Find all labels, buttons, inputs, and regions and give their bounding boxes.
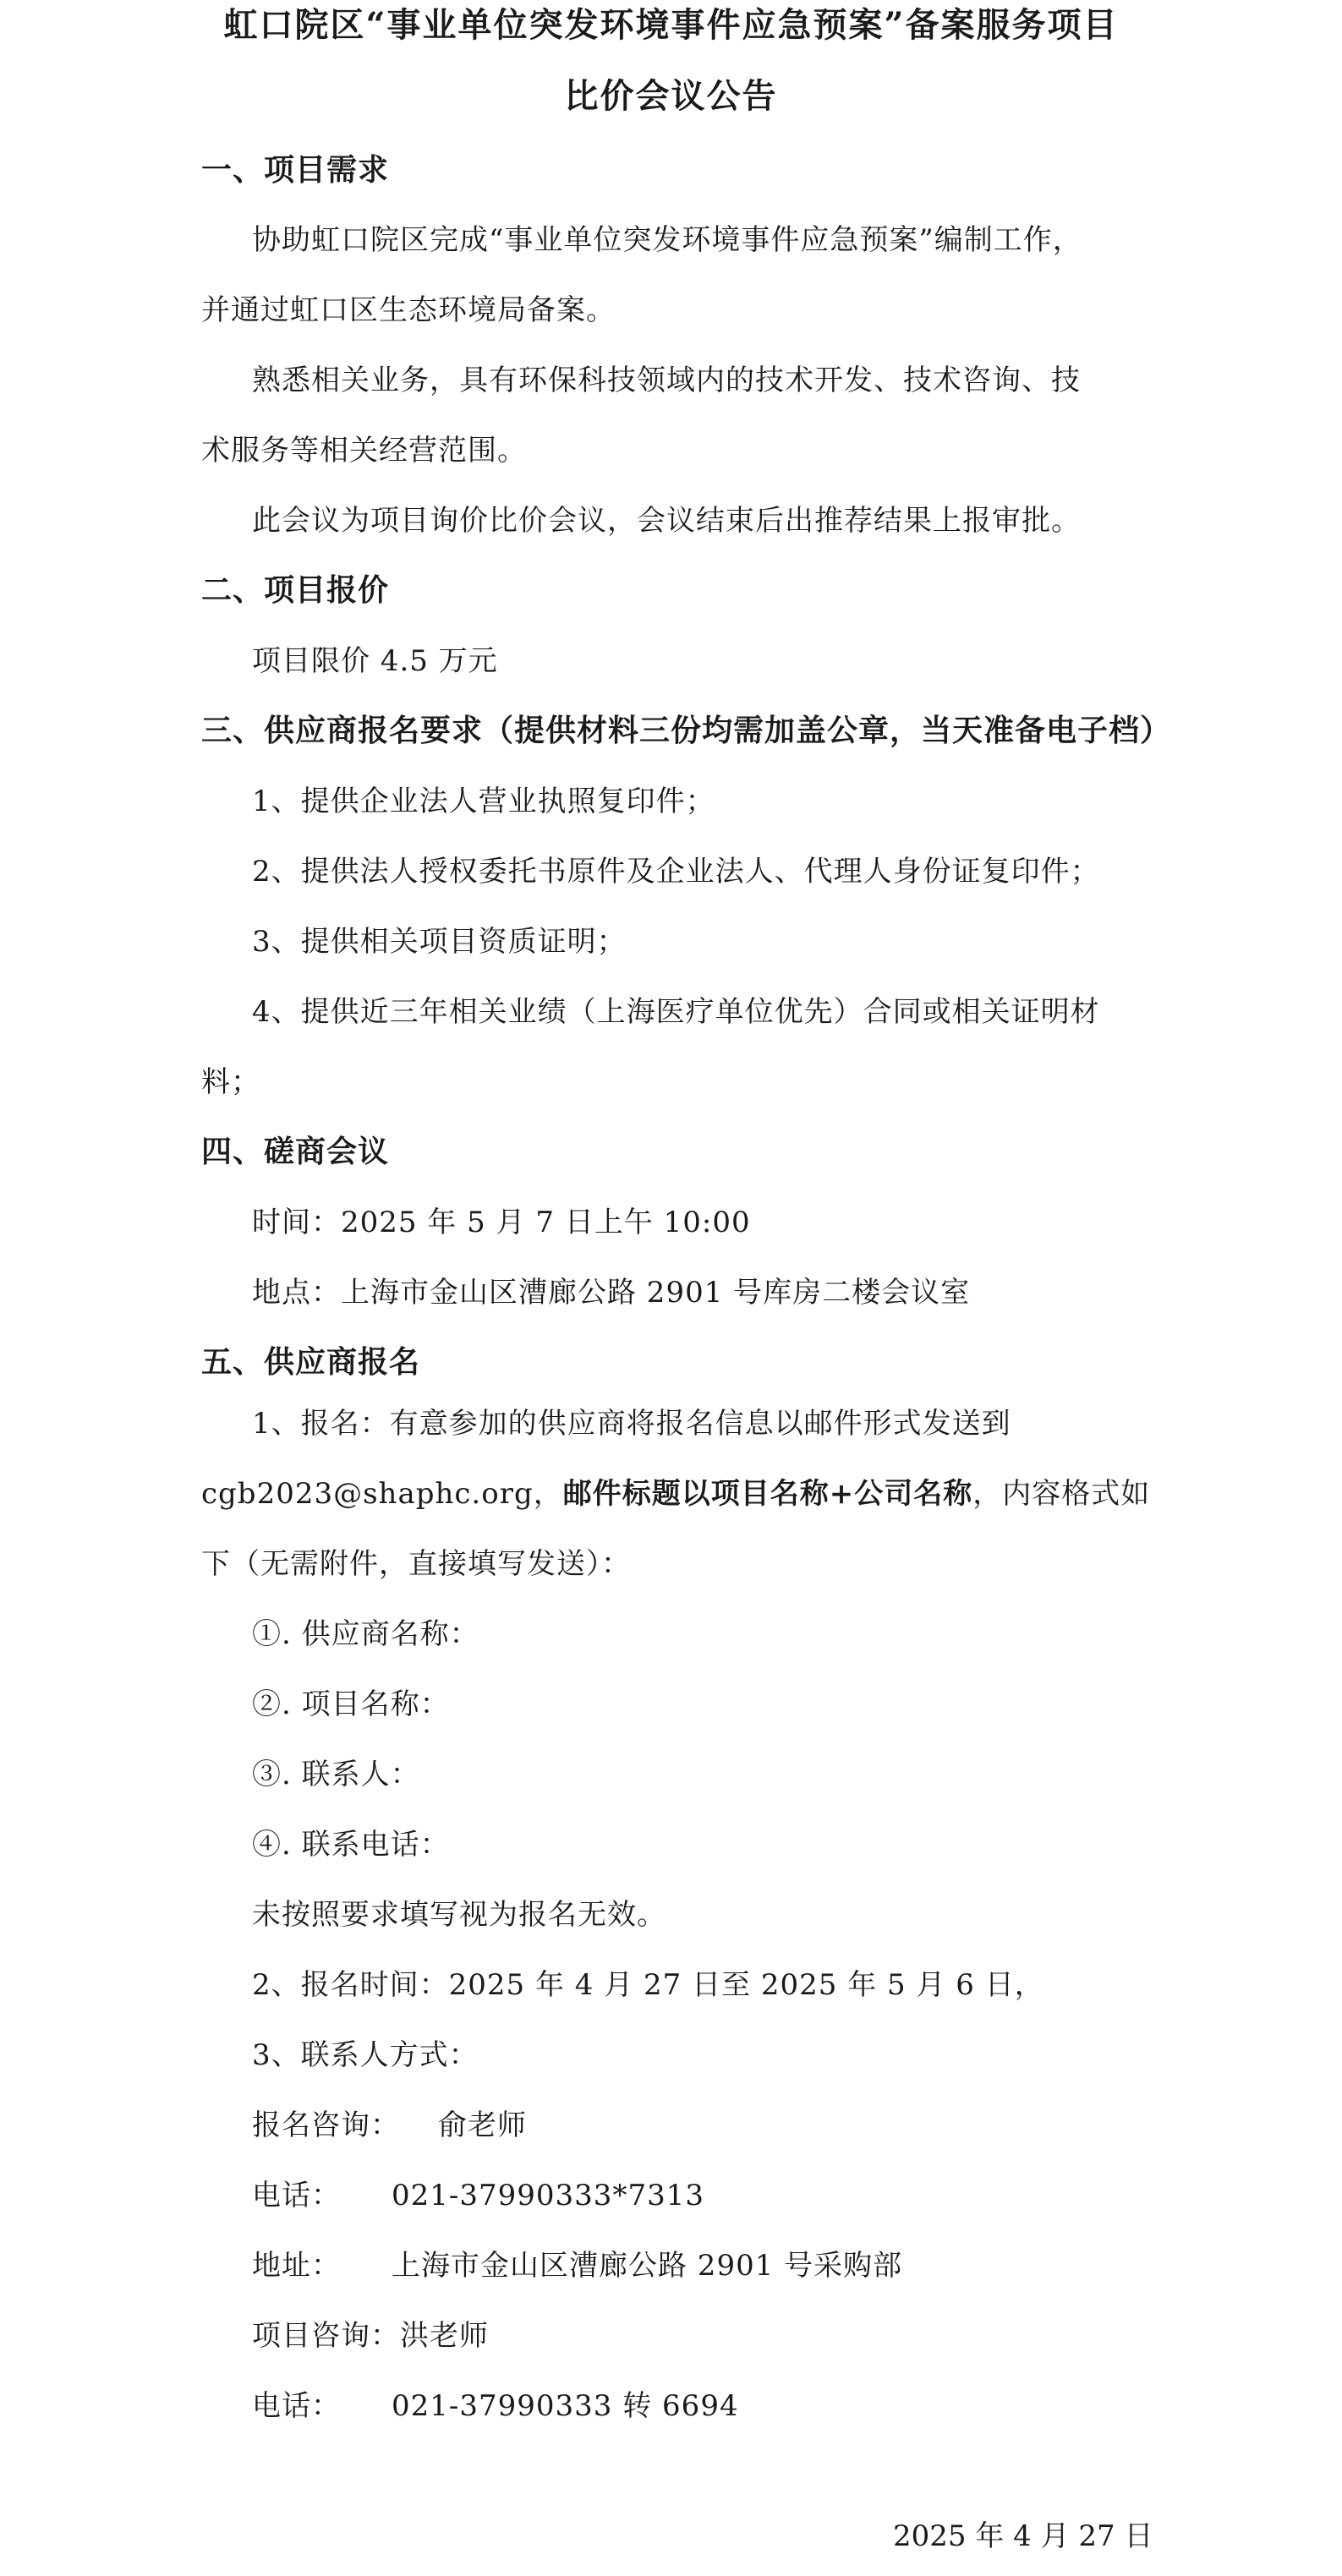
contact-heading: 3、联系人方式：	[252, 2038, 479, 2072]
signup-contact-name: 俞老师	[438, 2108, 527, 2142]
signup-phone-label: 电话：	[252, 2179, 341, 2212]
signup-contact-label: 报名咨询：	[252, 2108, 400, 2142]
announcement-date: 2025 年 4 月 27 日	[893, 2519, 1153, 2553]
section-4-heading: 四、磋商会议	[201, 1135, 390, 1169]
title-line-1: 虹口院区“事业单位突发环境事件应急预案”备案服务项目	[223, 5, 1119, 45]
requirement-item-4-cont: 料；	[201, 1065, 260, 1099]
signup-email: cgb2023@shaphc.org，	[201, 1477, 563, 1511]
project-phone-label: 电话：	[252, 2389, 341, 2423]
project-contact-name: 洪老师	[400, 2319, 489, 2353]
signup-contact	[252, 2107, 527, 2144]
meeting-time: 时间：2025 年 5 月 7 日上午 10:00	[252, 1206, 751, 1239]
project-contact	[252, 2317, 489, 2354]
address	[252, 2247, 902, 2284]
format-field-3: ③. 联系人：	[252, 1758, 420, 1791]
section-1-paragraph-1: 协助虹口院区完成“事业单位突发环境事件应急预案”编制工作，	[252, 223, 1082, 257]
address-label: 地址：	[252, 2249, 341, 2283]
address-value: 上海市金山区漕廊公路 2901 号采购部	[392, 2249, 903, 2283]
signup-instruction: 1、报名：有意参加的供应商将报名信息以邮件形式发送到	[252, 1407, 1011, 1441]
format-field-4: ④. 联系电话：	[252, 1828, 450, 1862]
section-1-paragraph-2: 熟悉相关业务，具有环保科技领域内的技术开发、技术咨询、技	[252, 364, 1081, 397]
meeting-place: 地点：上海市金山区漕廊公路 2901 号库房二楼会议室	[252, 1276, 971, 1310]
email-subject-rule: 邮件标题以项目名称+公司名称	[562, 1477, 973, 1511]
title-line-2: 比价会议公告	[564, 76, 778, 116]
section-2-heading: 二、项目报价	[201, 573, 390, 608]
signup-phone-value: 021-37990333*7313	[392, 2179, 704, 2212]
signup-instruction-cont-2: 下（无需附件，直接填写发送）：	[201, 1547, 631, 1581]
section-1-paragraph-2-cont: 术服务等相关经营范围。	[201, 434, 527, 468]
format-intro: ，内容格式如	[972, 1477, 1151, 1511]
section-1-paragraph-1-cont: 并通过虹口区生态环境局备案。	[201, 293, 616, 327]
project-phone	[252, 2387, 739, 2425]
format-field-2: ②. 项目名称：	[252, 1687, 450, 1721]
requirement-item-2: 2、提供法人授权委托书原件及企业法人、代理人身份证复印件；	[252, 855, 1100, 889]
price-limit: 项目限价 4.5 万元	[252, 644, 498, 678]
section-5-heading: 五、供应商报名	[201, 1345, 421, 1380]
project-contact-label: 项目咨询：	[252, 2319, 400, 2353]
section-1-heading: 一、项目需求	[201, 153, 390, 188]
signup-instruction-cont	[201, 1475, 1150, 1512]
invalid-note: 未按照要求填写视为报名无效。	[252, 1898, 666, 1932]
project-phone-value: 021-37990333 转 6694	[392, 2389, 739, 2423]
requirement-item-3: 3、提供相关项目资质证明；	[252, 925, 627, 959]
format-field-1: ①. 供应商名称：	[252, 1617, 479, 1651]
signup-phone	[252, 2177, 704, 2214]
section-1-paragraph-3: 此会议为项目询价比价会议，会议结束后出推荐结果上报审批。	[252, 504, 1081, 538]
requirement-item-1: 1、提供企业法人营业执照复印件；	[252, 785, 715, 818]
signup-period: 2、报名时间：2025 年 4 月 27 日至 2025 年 5 月 6 日，	[252, 1968, 1044, 2002]
requirement-item-4: 4、提供近三年相关业绩（上海医疗单位优先）合同或相关证明材	[252, 995, 1100, 1029]
section-3-heading: 三、供应商报名要求（提供材料三份均需加盖公章，当天准备电子档）	[201, 714, 1172, 748]
